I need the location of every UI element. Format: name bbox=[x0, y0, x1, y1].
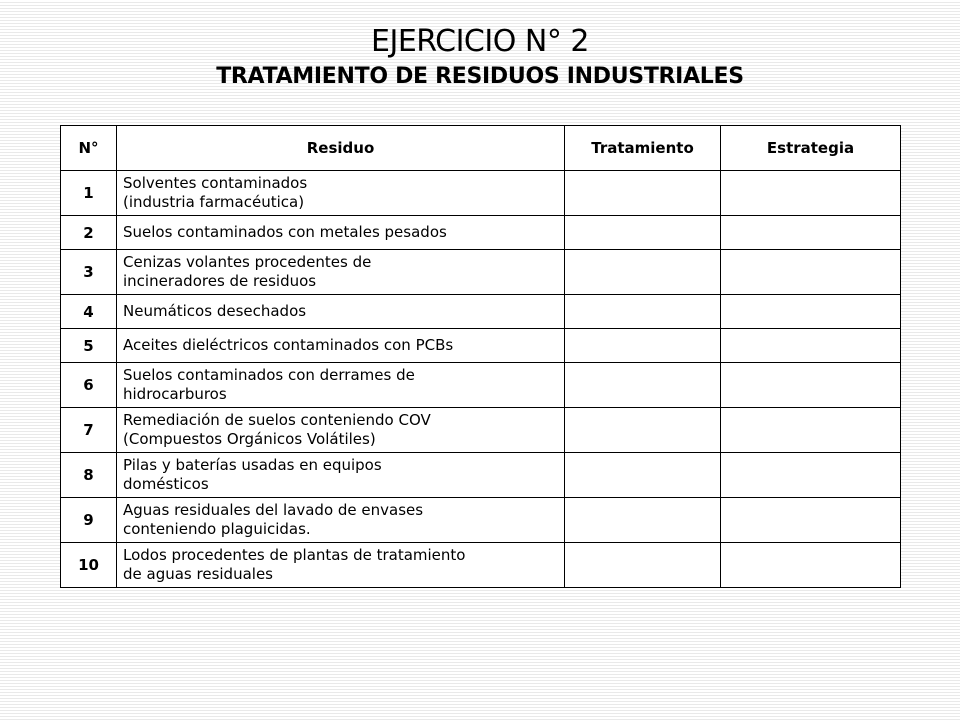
residuo-line: de aguas residuales bbox=[123, 565, 273, 583]
row-number: 6 bbox=[61, 363, 117, 408]
estrategia-cell[interactable] bbox=[721, 171, 901, 216]
page-subtitle: TRATAMIENTO DE RESIDUOS INDUSTRIALES bbox=[216, 64, 744, 89]
tratamiento-cell[interactable] bbox=[565, 216, 721, 250]
residuo-cell bbox=[117, 453, 565, 498]
header-numero: N° bbox=[61, 126, 117, 171]
residuo-line: Pilas y baterías usadas en equipos bbox=[123, 456, 382, 474]
residuo-line: incineradores de residuos bbox=[123, 272, 317, 290]
residuo-cell bbox=[117, 498, 565, 543]
page-title: EJERCICIO N° 2 bbox=[371, 24, 589, 59]
tratamiento-cell[interactable] bbox=[565, 543, 721, 588]
estrategia-cell[interactable] bbox=[721, 216, 901, 250]
residuo-line: (industria farmacéutica) bbox=[123, 193, 305, 211]
residuo-line: Cenizas volantes procedentes de bbox=[123, 253, 372, 271]
residuo-cell bbox=[117, 250, 565, 295]
estrategia-cell[interactable] bbox=[721, 250, 901, 295]
table-row bbox=[61, 250, 901, 295]
estrategia-cell[interactable] bbox=[721, 329, 901, 363]
residuo-line: Neumáticos desechados bbox=[123, 302, 307, 320]
residuo-line: Aguas residuales del lavado de envases bbox=[123, 501, 424, 519]
row-number: 4 bbox=[61, 295, 117, 329]
residuo-line: hidrocarburos bbox=[123, 385, 227, 403]
row-number: 1 bbox=[61, 171, 117, 216]
header-tratamiento: Tratamiento bbox=[565, 126, 721, 171]
estrategia-cell[interactable] bbox=[721, 543, 901, 588]
table-row bbox=[61, 498, 901, 543]
estrategia-cell[interactable] bbox=[721, 295, 901, 329]
estrategia-cell[interactable] bbox=[721, 453, 901, 498]
residuo-cell bbox=[117, 329, 565, 363]
estrategia-cell[interactable] bbox=[721, 408, 901, 453]
residuo-line: conteniendo plaguicidas. bbox=[123, 520, 311, 538]
header-residuo: Residuo bbox=[117, 126, 565, 171]
estrategia-cell[interactable] bbox=[721, 498, 901, 543]
residuo-cell bbox=[117, 408, 565, 453]
tratamiento-cell[interactable] bbox=[565, 329, 721, 363]
tratamiento-cell[interactable] bbox=[565, 363, 721, 408]
residuo-cell bbox=[117, 543, 565, 588]
residuo-cell bbox=[117, 295, 565, 329]
row-number: 3 bbox=[61, 250, 117, 295]
tratamiento-cell[interactable] bbox=[565, 171, 721, 216]
residuo-cell bbox=[117, 171, 565, 216]
table-row bbox=[61, 329, 901, 363]
table-row bbox=[61, 295, 901, 329]
tratamiento-cell[interactable] bbox=[565, 295, 721, 329]
tratamiento-cell[interactable] bbox=[565, 453, 721, 498]
tratamiento-cell[interactable] bbox=[565, 250, 721, 295]
residuo-line: Remediación de suelos conteniendo COV bbox=[123, 411, 431, 429]
row-number: 2 bbox=[61, 216, 117, 250]
residuo-line: (Compuestos Orgánicos Volátiles) bbox=[123, 430, 376, 448]
title-block bbox=[0, 22, 960, 92]
table-row bbox=[61, 363, 901, 408]
residuo-line: domésticos bbox=[123, 475, 209, 493]
row-number: 9 bbox=[61, 498, 117, 543]
table-header-row bbox=[61, 126, 901, 171]
table-row bbox=[61, 171, 901, 216]
row-number: 7 bbox=[61, 408, 117, 453]
residuo-line: Lodos procedentes de plantas de tratamiento bbox=[123, 546, 466, 564]
residuo-line: Aceites dieléctricos contaminados con PCBs bbox=[123, 336, 454, 354]
tratamiento-cell[interactable] bbox=[565, 408, 721, 453]
table-row bbox=[61, 453, 901, 498]
estrategia-cell[interactable] bbox=[721, 363, 901, 408]
header-estrategia: Estrategia bbox=[721, 126, 901, 171]
residuo-line: Suelos contaminados con metales pesados bbox=[123, 223, 447, 241]
residuos-table bbox=[60, 125, 901, 588]
residuo-line: Suelos contaminados con derrames de bbox=[123, 366, 415, 384]
table-row bbox=[61, 408, 901, 453]
residuo-cell bbox=[117, 363, 565, 408]
tratamiento-cell[interactable] bbox=[565, 498, 721, 543]
table-row bbox=[61, 216, 901, 250]
residuo-cell bbox=[117, 216, 565, 250]
table-row bbox=[61, 543, 901, 588]
row-number: 10 bbox=[61, 543, 117, 588]
row-number: 8 bbox=[61, 453, 117, 498]
residuo-line: Solventes contaminados bbox=[123, 174, 308, 192]
row-number: 5 bbox=[61, 329, 117, 363]
